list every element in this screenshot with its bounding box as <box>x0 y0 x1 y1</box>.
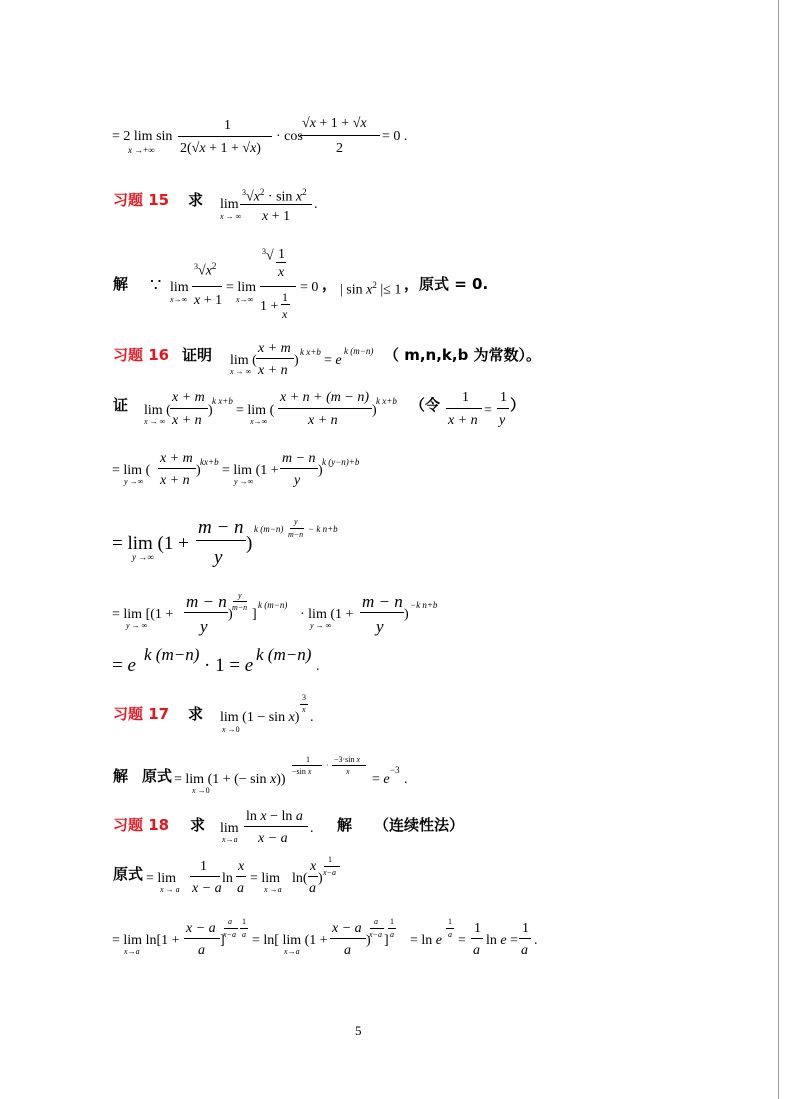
problem-15-verb: 求 <box>188 191 204 209</box>
problem-18-label: 习题 18 <box>113 816 170 834</box>
problem-18-method: （连续性法） <box>374 816 465 834</box>
solution-17-label: 解 <box>113 767 129 785</box>
solution-15-result: ，原式 = 0. <box>404 275 489 293</box>
proof-16-label: 证 <box>113 396 129 414</box>
problem-18-solution-label: 解 <box>337 816 353 834</box>
problem-17-verb: 求 <box>188 705 204 723</box>
page-number: 5 <box>355 1023 362 1038</box>
problem-16-note: （ m,n,k,b 为常数）。 <box>384 346 542 364</box>
solution-15-comma: ， <box>322 275 338 293</box>
problem-18-verb: 求 <box>190 816 206 834</box>
problem-16-verb: 证明 <box>182 346 213 364</box>
problem-16-label: 习题 16 <box>113 346 170 364</box>
solution-17-text: 原式 <box>142 767 173 785</box>
solution-18-text: 原式 <box>113 865 144 883</box>
problem-15-label: 习题 15 <box>113 191 170 209</box>
proof-16-hint-prefix: （令 <box>410 396 441 414</box>
solution-15-label: 解 <box>113 275 129 293</box>
problem-17-label: 习题 17 <box>113 705 170 723</box>
proof-16-hint-suffix: ） <box>510 396 526 414</box>
